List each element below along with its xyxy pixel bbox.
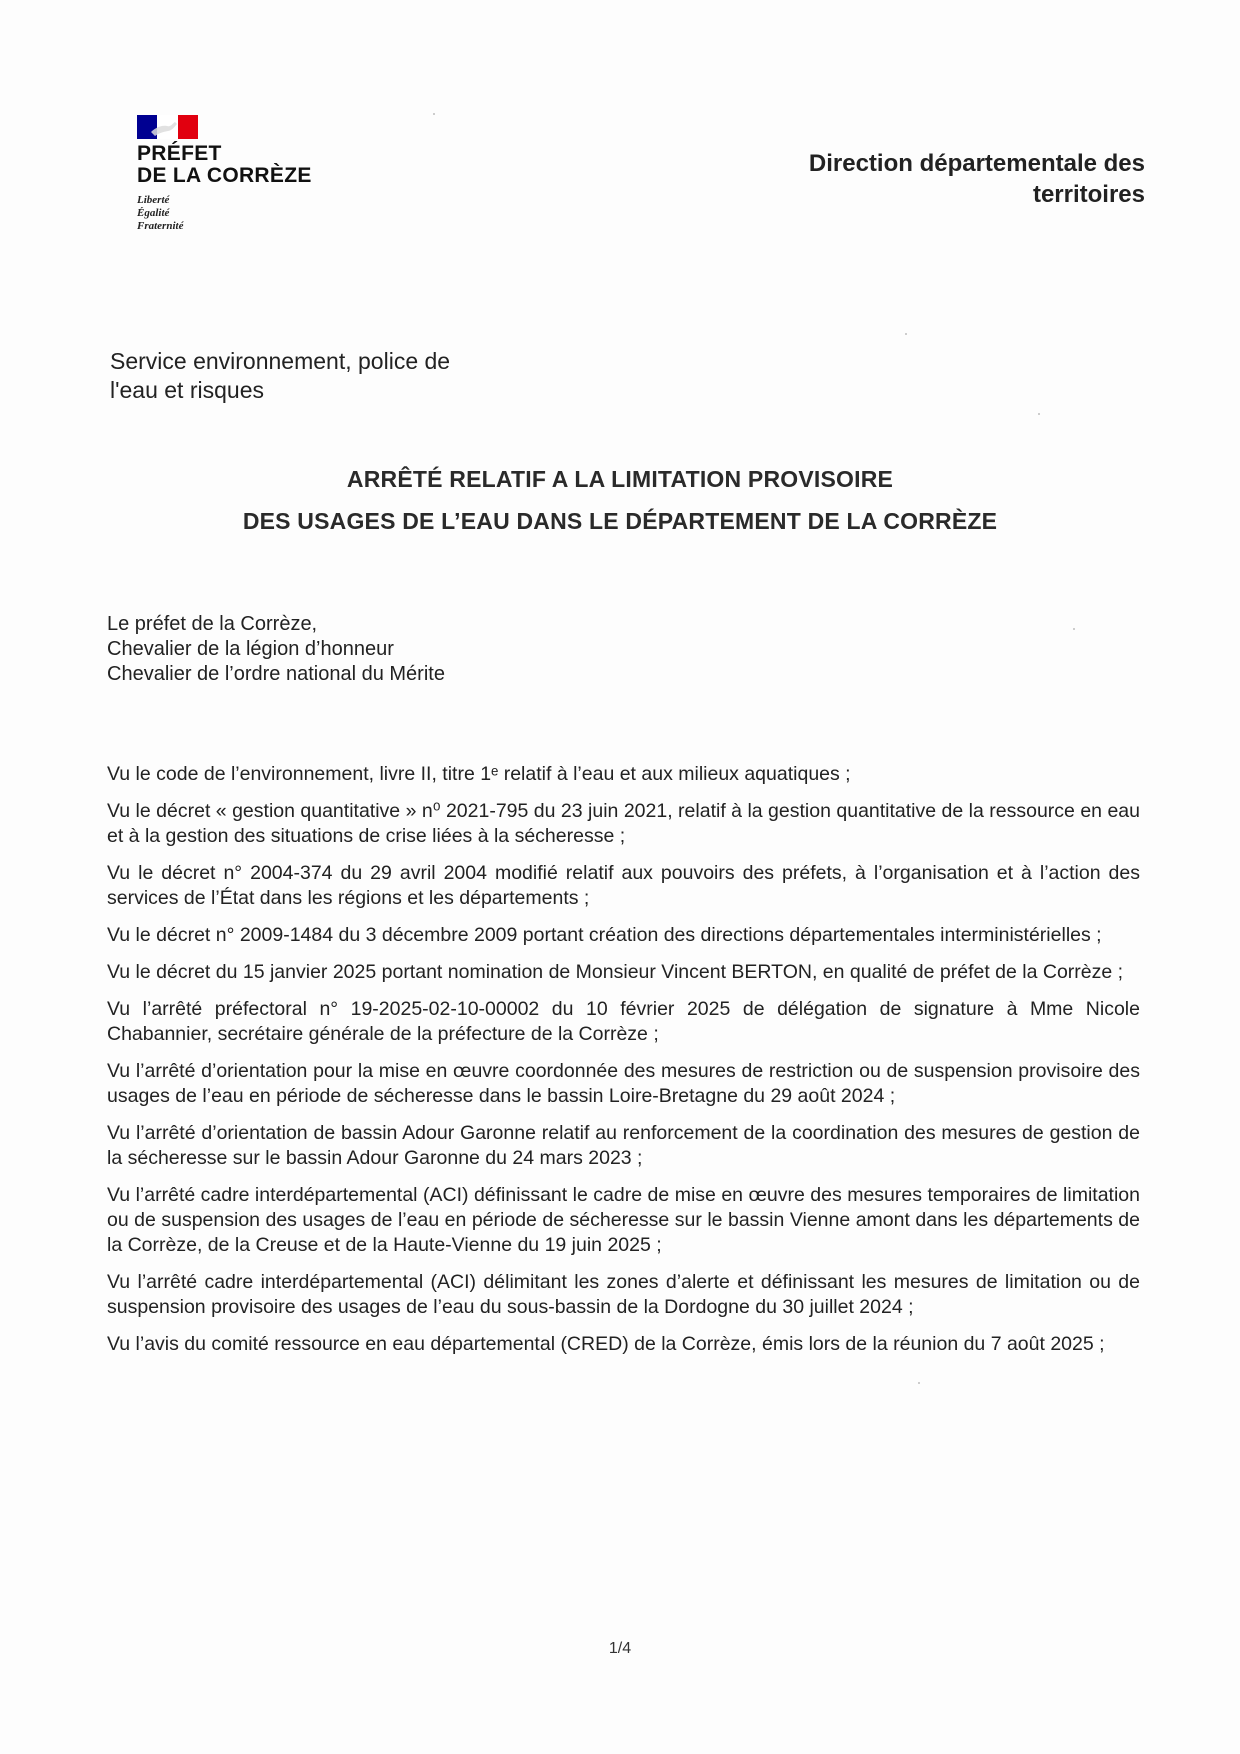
signatory-line-2: Chevalier de la légion d’honneur (107, 638, 394, 660)
visa-item: Vu l’arrêté cadre interdépartemental (ACI) délimitant les zones d’alerte et définissant les mesures de limitation ou de suspension provisoire des usages de l’eau du sous-bassin de la Dordogne du 30 juillet 2024 ; (107, 1271, 1140, 1318)
visa-item: Vu l’arrêté préfectoral n° 19-2025-02-10-00002 du 10 février 2025 de délégation de signature à Mme Nicole Chabannier, secrétaire générale de la préfecture de la Corrèze ; (107, 998, 1140, 1045)
prefet-logo (137, 115, 357, 233)
document-title-line-2: DES USAGES DE L’EAU DANS LE DÉPARTEMENT DE LA CORRÈZE (242, 508, 998, 534)
signatory-block (107, 612, 707, 687)
scan-speck (918, 1382, 920, 1384)
page-number: 1/4 (608, 1640, 632, 1657)
document-title (100, 458, 1140, 542)
issuing-direction: Direction départementale des territoires (808, 150, 1145, 208)
visa-item: Vu le code de l’environnement, livre II, titre 1ᵉ relatif à l’eau et aux milieux aquatiques ; (107, 763, 851, 785)
document-title-line-1: ARRÊTÉ RELATIF A LA LIMITATION PROVISOIRE (346, 466, 894, 492)
scan-speck (1038, 413, 1040, 415)
scan-speck (905, 333, 907, 335)
visa-item: Vu le décret n° 2009-1484 du 3 décembre 2009 portant création des directions départementales interministérielles ; (107, 924, 1102, 946)
scan-speck (1073, 628, 1075, 630)
signatory-line-3: Chevalier de l’ordre national du Mérite (107, 663, 445, 685)
visa-item: Vu l’arrêté cadre interdépartemental (ACI) définissant le cadre de mise en œuvre des mesures temporaires de limitation ou de suspension des usages de l’eau en période de sécheresse sur le bassin Vienne amont dans les départements de la Corrèze, de la Creuse et de la Haute-Vienne du 19 juin 2025 ; (107, 1184, 1140, 1256)
prefet-title: PRÉFET DE LA CORRÈZE (137, 142, 312, 187)
service-name: Service environnement, police de l'eau et risques (110, 348, 451, 403)
visa-item: Vu le décret n° 2004-374 du 29 avril 2004 modifié relatif aux pouvoirs des préfets, à l’organisation et à l’action des services de l’État dans les régions et les départements ; (107, 862, 1140, 909)
visa-item: Vu l’avis du comité ressource en eau départemental (CRED) de la Corrèze, émis lors de la réunion du 7 août 2025 ; (107, 1333, 1105, 1355)
visa-item: Vu le décret du 15 janvier 2025 portant nomination de Monsieur Vincent BERTON, en qualité de préfet de la Corrèze ; (107, 961, 1124, 983)
scan-speck (433, 113, 435, 115)
signatory-line-1: Le préfet de la Corrèze, (107, 613, 318, 635)
marianne-flag-icon (137, 115, 198, 139)
visa-item: Vu l’arrêté d’orientation pour la mise en œuvre coordonnée des mesures de restriction ou de suspension provisoire des usages de l’eau en période de sécheresse dans le bassin Loire-Bretagne du 29 août 2024 ; (107, 1060, 1140, 1107)
visa-item: Vu le décret « gestion quantitative » n⁰ 2021-795 du 23 juin 2021, relatif à la gestion quantitative de la ressource en eau et à la gestion des situations de crise liées à la sécheresse ; (107, 800, 1140, 847)
visa-list (107, 762, 1140, 1369)
republic-motto: Liberté Égalité Fraternité (137, 194, 184, 232)
visa-item: Vu l’arrêté d’orientation de bassin Adour Garonne relatif au renforcement de la coordination des mesures de gestion de la sécheresse sur le bassin Adour Garonne du 24 mars 2023 ; (107, 1122, 1140, 1169)
